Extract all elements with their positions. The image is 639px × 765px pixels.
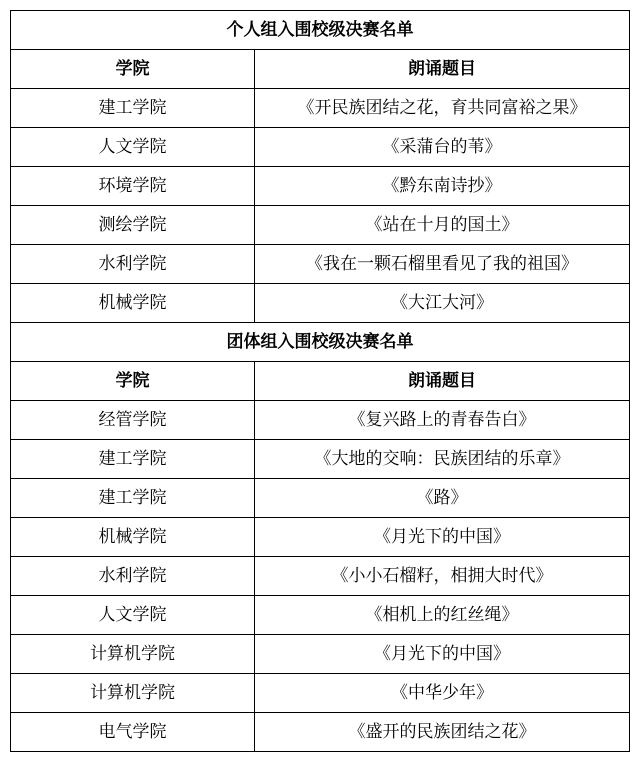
table-row [11, 401, 630, 440]
recitation-title-cell: 《大江大河》 [255, 284, 630, 323]
recitation-title-cell: 《月光下的中国》 [255, 518, 630, 557]
recitation-title-cell: 《站在十月的国土》 [255, 206, 630, 245]
recitation-title-cell: 《中华少年》 [255, 674, 630, 713]
table-row [11, 128, 630, 167]
individual-college-header: 学院 [11, 50, 255, 89]
college-cell: 机械学院 [11, 518, 255, 557]
college-cell: 建工学院 [11, 479, 255, 518]
recitation-title-cell: 《采蒲台的苇》 [255, 128, 630, 167]
recitation-title-cell: 《黔东南诗抄》 [255, 167, 630, 206]
recitation-title-cell: 《我在一颗石榴里看见了我的祖国》 [255, 245, 630, 284]
college-cell: 测绘学院 [11, 206, 255, 245]
college-cell: 机械学院 [11, 284, 255, 323]
recitation-title-cell: 《开民族团结之花，育共同富裕之果》 [255, 89, 630, 128]
table-row [11, 479, 630, 518]
table-row [11, 674, 630, 713]
college-cell: 水利学院 [11, 557, 255, 596]
college-cell: 计算机学院 [11, 635, 255, 674]
table-row [11, 440, 630, 479]
table-row [11, 284, 630, 323]
recitation-title-cell: 《大地的交响：民族团结的乐章》 [255, 440, 630, 479]
table-row [11, 89, 630, 128]
college-cell: 建工学院 [11, 440, 255, 479]
group-section-title-row [11, 323, 630, 362]
recitation-title-cell: 《月光下的中国》 [255, 635, 630, 674]
college-cell: 电气学院 [11, 713, 255, 752]
group-header-row [11, 362, 630, 401]
finalist-table [10, 10, 630, 752]
individual-title-header: 朗诵题目 [255, 50, 630, 89]
table-row [11, 206, 630, 245]
college-cell: 环境学院 [11, 167, 255, 206]
table-body [11, 11, 630, 752]
individual-section-title-row [11, 11, 630, 50]
table-row [11, 596, 630, 635]
table-row [11, 713, 630, 752]
college-cell: 人文学院 [11, 128, 255, 167]
individual-header-row [11, 50, 630, 89]
table-row [11, 518, 630, 557]
college-cell: 水利学院 [11, 245, 255, 284]
recitation-title-cell: 《复兴路上的青春告白》 [255, 401, 630, 440]
recitation-title-cell: 《相机上的红丝绳》 [255, 596, 630, 635]
group-college-header: 学院 [11, 362, 255, 401]
table-row [11, 635, 630, 674]
group-section-title: 团体组入围校级决赛名单 [11, 323, 630, 362]
group-title-header: 朗诵题目 [255, 362, 630, 401]
college-cell: 人文学院 [11, 596, 255, 635]
recitation-title-cell: 《盛开的民族团结之花》 [255, 713, 630, 752]
recitation-title-cell: 《路》 [255, 479, 630, 518]
college-cell: 计算机学院 [11, 674, 255, 713]
recitation-title-cell: 《小小石榴籽，相拥大时代》 [255, 557, 630, 596]
college-cell: 经管学院 [11, 401, 255, 440]
table-row [11, 245, 630, 284]
table-row [11, 557, 630, 596]
college-cell: 建工学院 [11, 89, 255, 128]
individual-section-title: 个人组入围校级决赛名单 [11, 11, 630, 50]
table-row [11, 167, 630, 206]
